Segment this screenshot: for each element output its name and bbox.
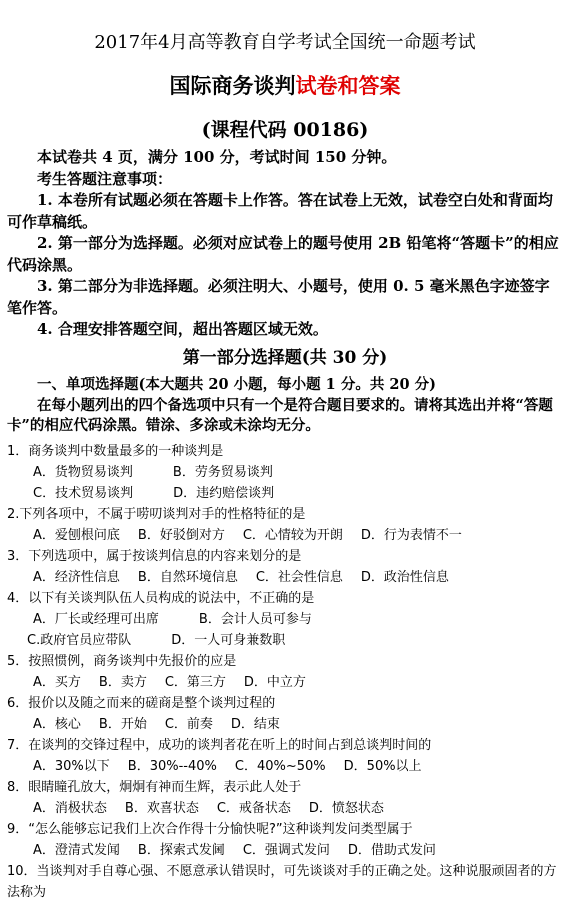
option: A．澄清式发闻 [33,843,120,858]
option: A．消极状态 [33,801,107,816]
question-options [7,609,567,630]
question-options [7,798,567,819]
question-options [7,567,567,588]
option: C．强调式发问 [242,843,330,858]
option: B．好驳倒对方 [137,528,225,543]
question-text: 10．当谈判对手自尊心强、不愿意承认错误时，可先谈谈对手的正确之处。这种说服顽固者的方法称为 [7,864,557,900]
option: B．卖方 [98,675,147,690]
option: C．第三方 [164,675,226,690]
question-text: 3．下列选项中，属于按谈判信息的内容来划分的是 [7,549,302,564]
subsection-intro [7,375,563,437]
exam-header: 2017年4月高等教育自学考试全国统一命题考试 [94,32,476,53]
question-options [7,483,567,504]
question-options [7,756,567,777]
option: D．愤怒状态 [308,801,384,816]
option: B．自然环境信息 [137,570,238,585]
section-title: 第一部分选择题(共 30 分) [182,348,388,368]
question-options [7,672,567,693]
option: A．买方 [33,675,81,690]
option: A．核心 [33,717,81,732]
option: C．戒备状态 [216,801,291,816]
option: B．会计人员可参与 [198,612,312,627]
course-code: (课程代码 00186) [201,119,369,141]
question-text: 5．按照惯例，商务谈判中先报价的应是 [7,654,237,669]
option: D．行为表情不一 [360,528,462,543]
question-options [7,462,567,483]
instructions-block [7,147,563,341]
instruction-line: 1. 本卷所有试题必须在答题卡上作答。答在试卷上无效，试卷空白处和背面均可作草稿纸。 [7,191,553,231]
question-options [7,525,567,546]
title-highlight: 试卷和答案 [295,73,401,98]
question-text: 8．眼睛瞳孔放大，炯炯有神而生辉，表示此人处于 [7,780,302,795]
option: D．中立方 [243,675,306,690]
option: B．探索式发阃 [137,843,225,858]
question-options [7,840,567,861]
option: A．厂长或经理可出席 [33,612,159,627]
question-text: 6．报价以及随之而来的磋商是整个谈判过程的 [7,696,276,711]
instruction-line: 本试卷共 4 页，满分 100 分，考试时间 150 分钟。 [37,148,397,166]
option: A．30%以下 [33,759,110,774]
question-text: 2.下列各项中，不属于唠叨谈判对手的性格特征的是 [7,507,306,522]
subsection-description: 在每小题列出的四个备选项中只有一个是符合题目要求的。请将其选出并将“答题卡”的相应代码涂黑。错涂、多涂或未涂均无分。 [7,396,553,434]
option: B．开始 [98,717,147,732]
option: B．30%--40% [127,759,217,774]
option: D．结束 [230,717,280,732]
question-list [7,441,567,903]
question-text: 1．商务谈判中数量最多的一种谈判是 [7,444,224,459]
option: A．爱刨根问底 [33,528,120,543]
option: A．货物贸易谈判 [33,465,133,480]
option: C．心情较为开朗 [242,528,343,543]
question-text: 4．以下有关谈判队伍人员构成的说法中，不正确的是 [7,591,315,606]
instruction-line: 4. 合理安排答题空间，超出答题区域无效。 [37,320,328,338]
option: D．违约赔偿谈判 [173,486,275,501]
option: D．一人可身兼数职 [171,633,286,648]
question-text: 9．“怎么能够忘记我们上次合作得十分愉快呢?”这种谈判发问类型属于 [7,822,413,837]
instruction-line: 2. 第一部分为选择题。必须对应试卷上的题号使用 2B 铅笔将“答题卡”的相应代码涂黑。 [7,234,559,274]
option: C.政府官员应带队 [27,633,132,648]
option: C．40%~50% [234,759,326,774]
option: D．50%以上 [343,759,422,774]
document-title [0,70,570,100]
question-text: 7．在谈判的交锋过程中，成功的谈判者花在听上的时间占到总谈判时间的 [7,738,432,753]
option: C．前奏 [164,717,213,732]
instruction-line: 考生答题注意事项： [37,169,173,188]
question-options [7,630,567,651]
option: B．欢喜状态 [124,801,199,816]
title-main: 国际商务谈判 [169,73,296,98]
option: C．社会性信息 [255,570,343,585]
option: C．技术贸易谈判 [33,486,134,501]
option: A．经济性信息 [33,570,120,585]
subsection-title: 一、单项选择题(本大题共 20 小题，每小题 1 分。共 20 分) [37,376,436,393]
option: D．政治性信息 [360,570,449,585]
instruction-line: 3. 第二部分为非选择题。必须注明大、小题号，使用 0. 5 毫米黑色字迹签字笔作答。 [7,277,550,317]
question-options [7,714,567,735]
option: D．借助式发问 [347,843,436,858]
option: B．劳务贸易谈判 [172,465,273,480]
